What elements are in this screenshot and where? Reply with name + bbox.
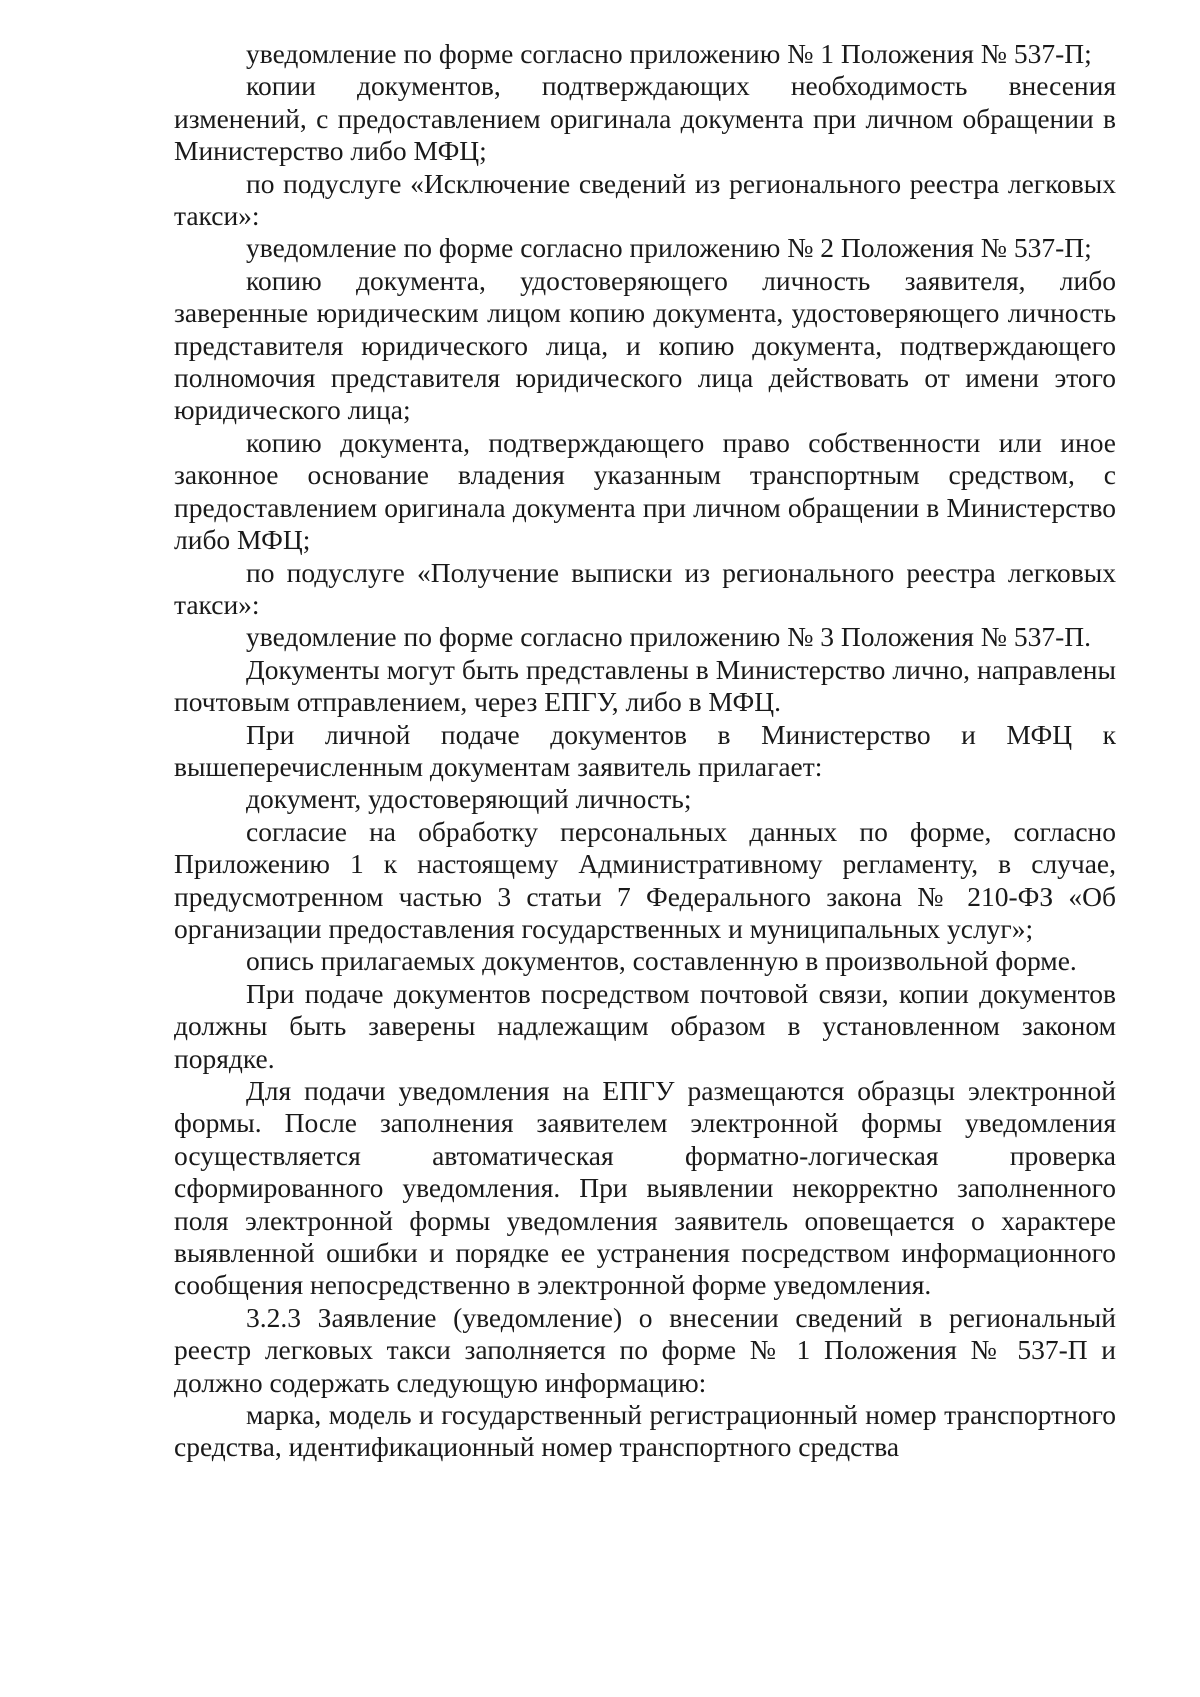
paragraph-17: марка, модель и государственный регистрационный номер транспортного средства, идентификационный номер транспортного средства xyxy=(174,1399,1116,1463)
paragraph-14: При подаче документов посредством почтовой связи, копии документов должны быть заверены надлежащим образом в установленном законом порядке. xyxy=(174,977,1116,1074)
paragraph-10: При личной подаче документов в Министерство и МФЦ к вышеперечисленным документам заявитель прилагает: xyxy=(174,718,1116,782)
paragraph-1: уведомление по форме согласно приложению № 1 Положения № 537-П; xyxy=(246,38,1092,69)
paragraph-13: опись прилагаемых документов, составленную в произвольной форме. xyxy=(246,945,1077,977)
paragraph-12: согласие на обработку персональных данных по форме, согласно Приложению 1 к настоящему Административному регламенту, в случае, предусмотренном частью 3 статьи 7 Федерального закона № 210-ФЗ «Об организации предоставления государственных и муниципальных услуг»; xyxy=(174,815,1116,944)
paragraph-7: по подуслуге «Получение выписки из регионального реестра легковых такси»: xyxy=(174,556,1116,620)
paragraph-4: уведомление по форме согласно приложению № 2 Положения № 537-П; xyxy=(246,232,1092,264)
paragraph-16: 3.2.3 Заявление (уведомление) о внесении сведений в региональный реестр легковых такси заполняется по форме № 1 Положения № 537-П и должно содержать следующую информацию: xyxy=(174,1301,1116,1398)
paragraph-8: уведомление по форме согласно приложению № 3 Положения № 537-П. xyxy=(246,621,1092,653)
paragraph-2: копии документов, подтверждающих необходимость внесения изменений, с предоставлением оригинала документа при личном обращении в Министерство либо МФЦ; xyxy=(174,70,1116,167)
paragraph-5: копию документа, удостоверяющего личность заявителя, либо заверенные юридическим лицом копию документа, удостоверяющего личность представителя юридического лица, и копию документа, подтверждающего полномочия представителя юридического лица действовать от имени этого юридического лица; xyxy=(174,264,1116,426)
paragraph-15: Для подачи уведомления на ЕПГУ размещаются образцы электронной формы. После заполнения заявителем электронной формы уведомления осуществляется автоматическая форматно-логическая проверка сформированного уведомления. При выявлении некорректно заполненного поля электронной формы уведомления заявитель оповещается о характере выявленной ошибки и порядке ее устранения посредством информационного сообщения непосредственно в электронной форме уведомления. xyxy=(174,1075,1116,1301)
paragraph-6: копию документа, подтверждающего право собственности или иное законное основание владения указанным транспортным средством, с предоставлением оригинала документа при личном обращении в Министерство либо МФЦ; xyxy=(174,426,1116,556)
paragraph-9: Документы могут быть представлены в Министерство лично, направлены почтовым отправлением, через ЕПГУ, либо в МФЦ. xyxy=(174,653,1116,718)
paragraph-11: документ, удостоверяющий личность; xyxy=(246,783,692,815)
document-page xyxy=(174,38,1116,1464)
paragraph-3: по подуслуге «Исключение сведений из регионального реестра легковых такси»: xyxy=(174,167,1116,232)
